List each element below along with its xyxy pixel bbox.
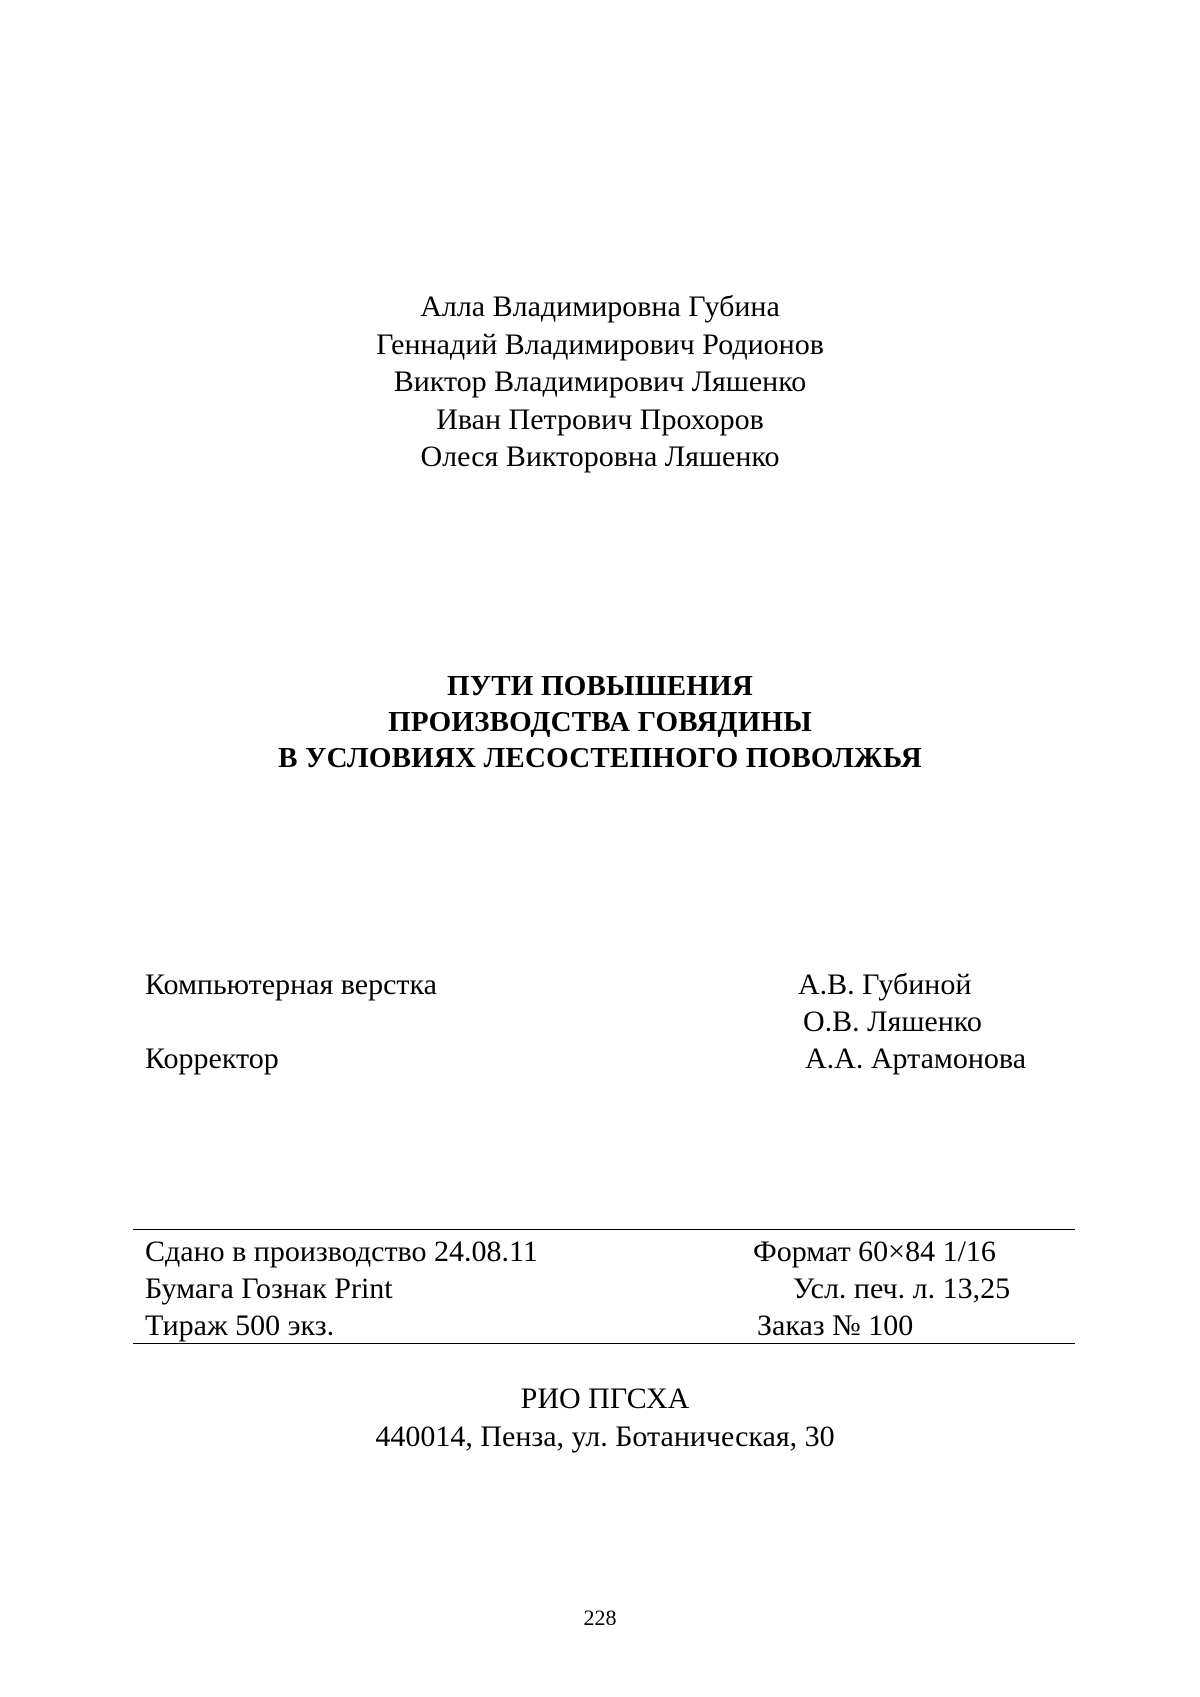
- author-name: Иван Петрович Прохоров: [436, 402, 764, 436]
- layout-credit-name-2: О.В. Ляшенко: [803, 1005, 982, 1038]
- proofreader-label: Корректор: [145, 1042, 279, 1075]
- imprint-submitted: Сдано в производство 24.08.11: [145, 1235, 538, 1268]
- proofreader-name: А.А. Артамонова: [805, 1042, 1027, 1075]
- title-line: ПРОИЗВОДСТВА ГОВЯДИНЫ: [388, 706, 812, 738]
- title-line: В УСЛОВИЯХ ЛЕСОСТЕПНОГО ПОВОЛЖЬЯ: [278, 742, 922, 774]
- imprint-print-run: Тираж 500 экз.: [145, 1309, 335, 1342]
- author-name: Виктор Владимирович Ляшенко: [393, 365, 807, 398]
- imprint-format: Формат 60×84 1/16: [753, 1235, 996, 1268]
- imprint-sheets: Усл. печ. л. 13,25: [793, 1272, 1011, 1305]
- layout-credit-name-1: А.В. Губиной: [798, 968, 972, 1001]
- imprint-order: Заказ № 100: [757, 1309, 914, 1342]
- book-title: [0, 668, 1200, 776]
- title-line: ПУТИ ПОВЫШЕНИЯ: [447, 670, 753, 702]
- author-name: Олеся Викторовна Ляшенко: [420, 440, 780, 473]
- imprint-bottom-rule: [133, 1343, 1075, 1344]
- page-number: 228: [583, 1605, 617, 1630]
- layout-credit-label: Компьютерная верстка: [145, 968, 437, 1001]
- imprint-paper: Бумага Гознак Print: [145, 1272, 393, 1305]
- author-name: Геннадий Владимирович Родионов: [376, 327, 824, 361]
- author-list: [0, 288, 1200, 476]
- publisher-name: РИО ПГСХА: [520, 1382, 690, 1415]
- publisher-address: 440014, Пенза, ул. Ботаническая, 30: [375, 1420, 835, 1453]
- publisher-block: [0, 1380, 1200, 1456]
- author-name: Алла Владимировна Губина: [420, 290, 780, 323]
- imprint-top-rule: [133, 1229, 1075, 1230]
